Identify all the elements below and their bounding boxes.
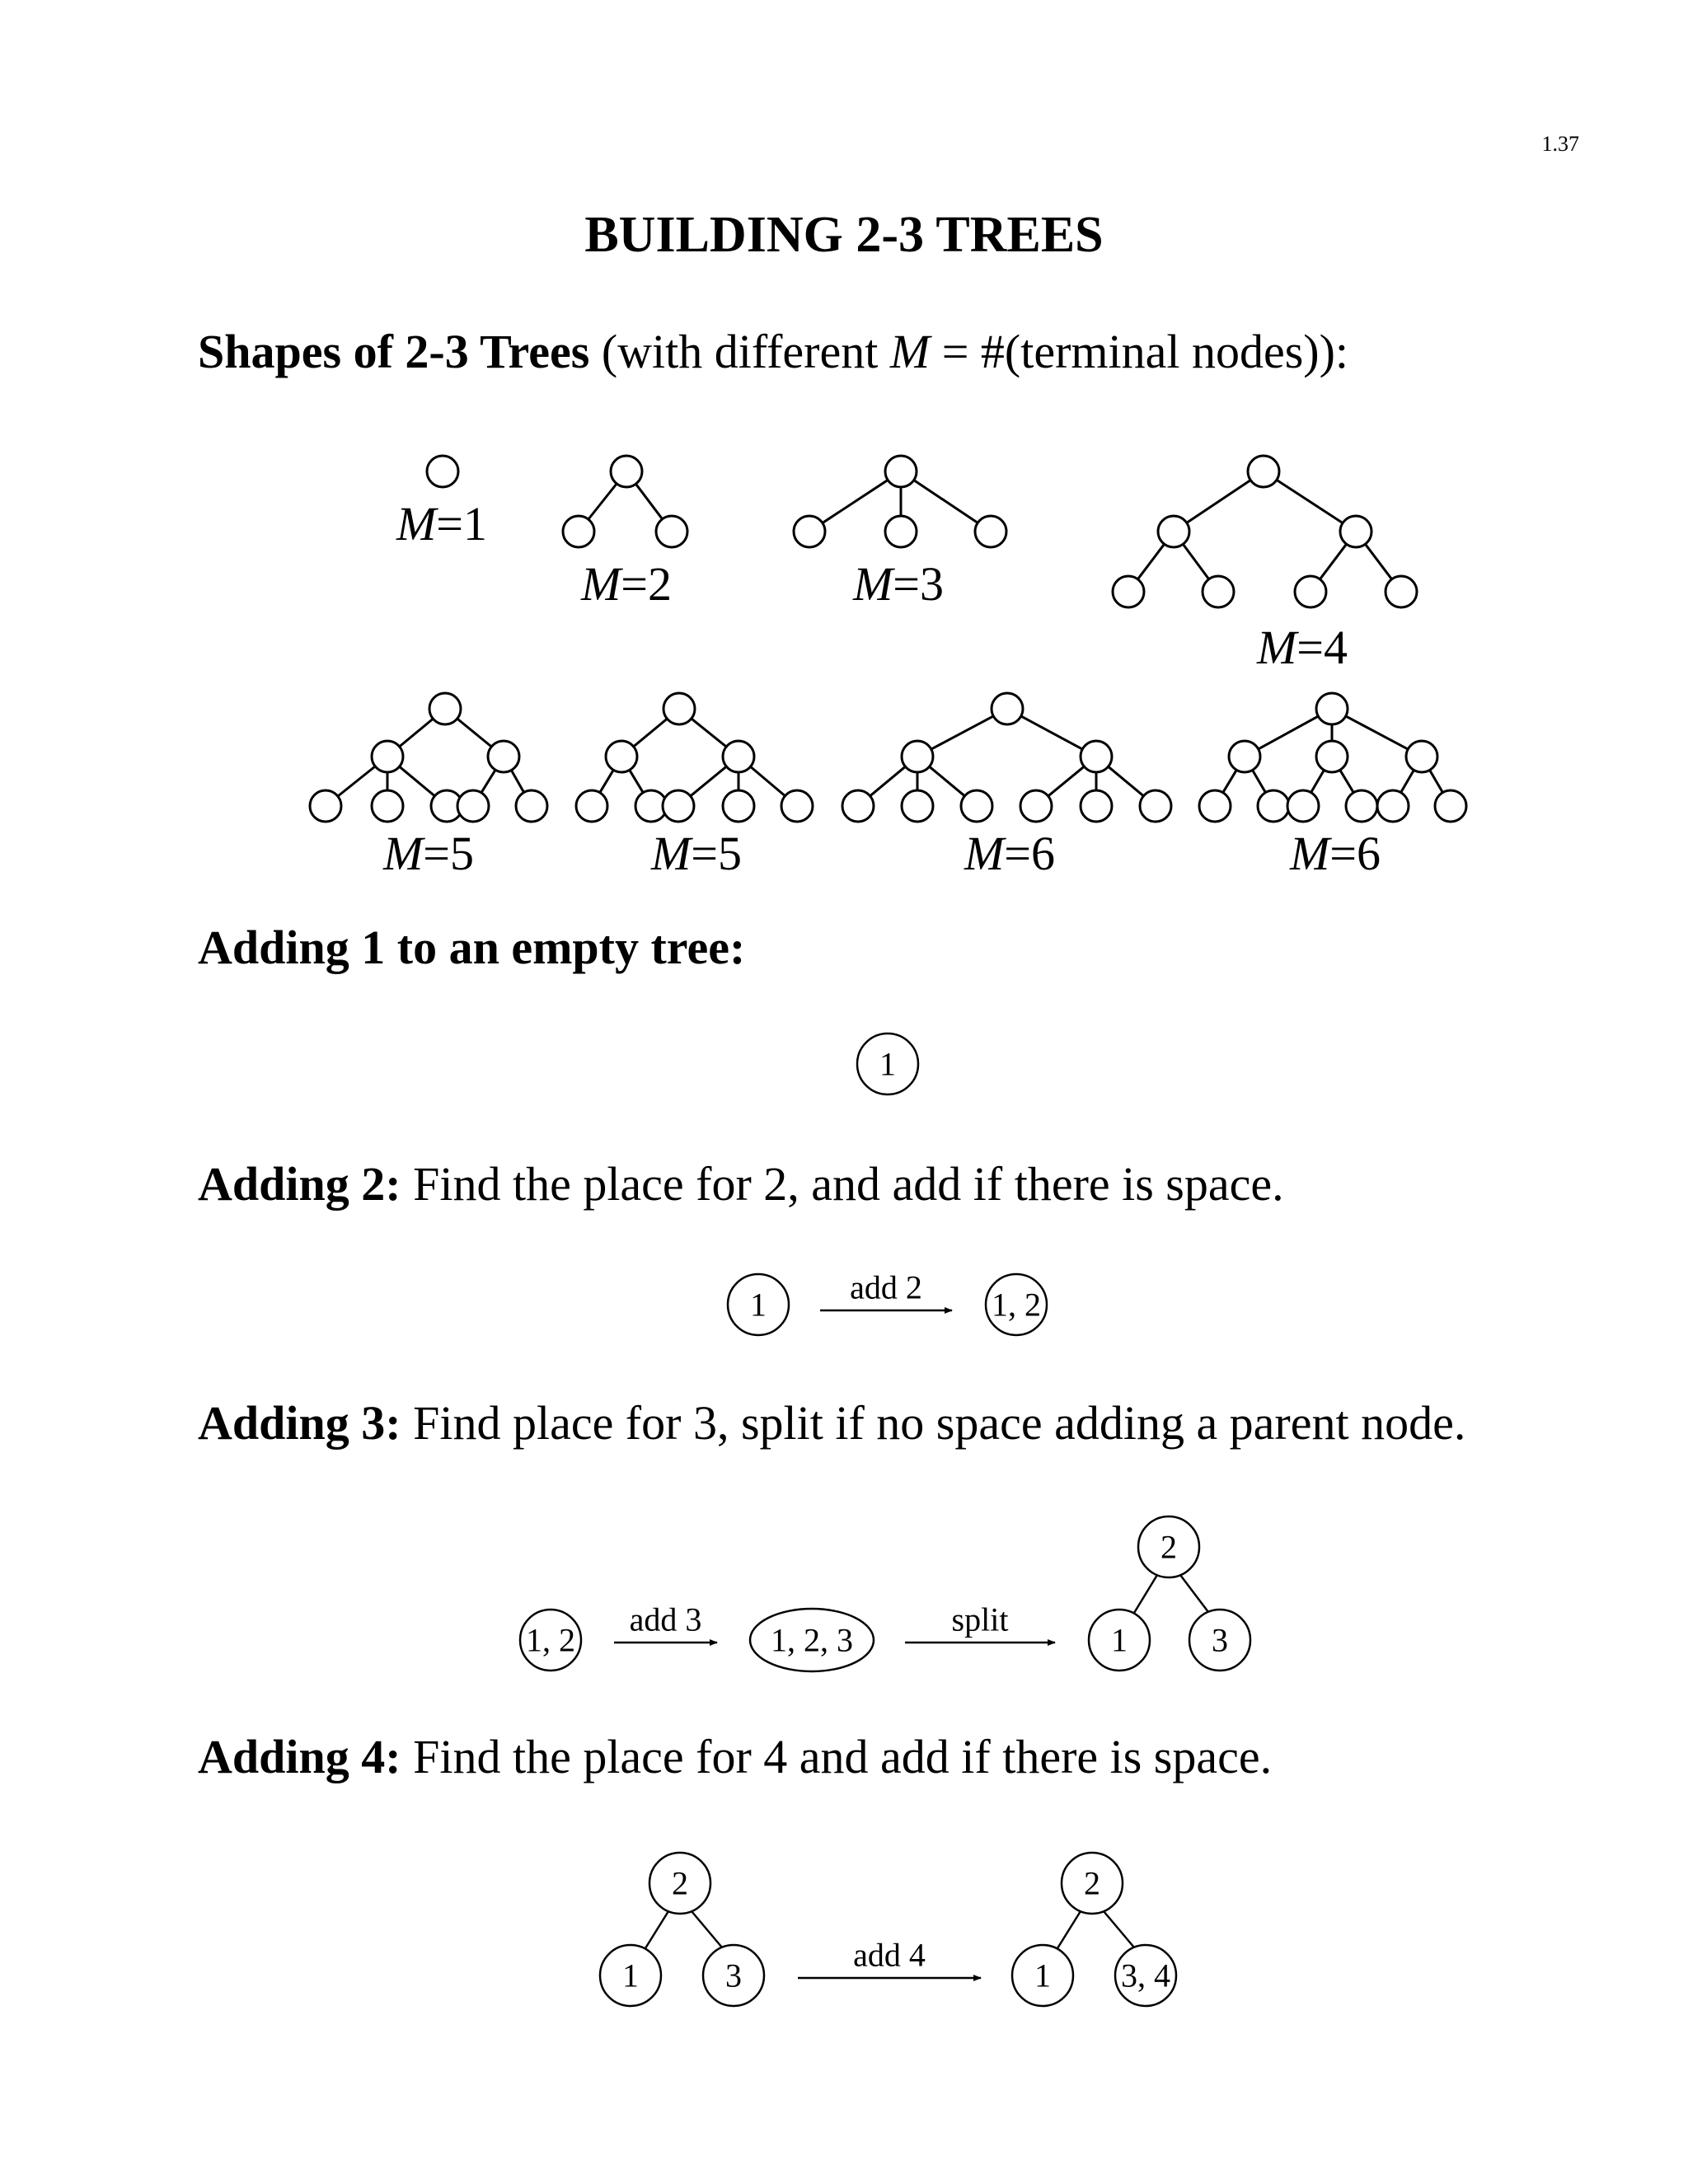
tree-edge	[691, 766, 727, 796]
tree-edge	[600, 770, 613, 792]
tree-node	[794, 516, 825, 547]
shape-tree-5	[310, 693, 547, 822]
tree-edge	[1346, 716, 1408, 749]
tree-node	[1406, 741, 1437, 772]
shape-label	[650, 827, 742, 880]
tree-edge	[1137, 544, 1164, 579]
shape-label-value: =5	[423, 826, 475, 880]
tree-node	[1248, 456, 1279, 487]
tree-edge	[588, 484, 617, 519]
tree-node	[723, 741, 754, 772]
shape-label-value: =6	[1004, 826, 1056, 880]
tree-node	[372, 790, 403, 822]
tree-node	[611, 456, 642, 487]
shape-label	[964, 827, 1055, 880]
tree-edge	[481, 770, 495, 793]
add3-result-right-node-label: 3	[1212, 1621, 1228, 1659]
tree-node	[663, 790, 694, 822]
page-title: BUILDING 2-3 TREES	[584, 207, 1104, 263]
tree-node	[1377, 790, 1409, 822]
tree-node	[663, 693, 695, 724]
tree-edge	[930, 766, 965, 796]
add3-result-root-node-label: 2	[1160, 1528, 1177, 1566]
add1-node-label: 1	[879, 1045, 896, 1083]
tree-node	[1229, 741, 1260, 772]
add4-after-root-node-label: 2	[1084, 1864, 1100, 1902]
tree-node	[1316, 693, 1348, 724]
add4-heading-rest: Find the place for 4 and add if there is space.	[401, 1730, 1273, 1783]
shape-label-var: M	[1289, 826, 1330, 880]
tree-node	[1340, 516, 1372, 547]
tree-edge	[1365, 544, 1391, 579]
add3-heading-rest: Find place for 3, split if no space adding a parent node.	[401, 1396, 1466, 1450]
shape-label-var: M	[964, 826, 1005, 880]
shapes-heading-rest-suffix: = #(terminal nodes)):	[930, 325, 1349, 378]
add2-heading-bold: Adding 2:	[198, 1157, 401, 1211]
shape-label-value: =4	[1296, 620, 1348, 674]
shape-label-var: M	[580, 556, 621, 611]
tree-node	[975, 516, 1006, 547]
tree-node	[427, 456, 458, 487]
add3-result-left-node-label: 1	[1111, 1621, 1128, 1659]
tree-node	[1140, 790, 1171, 822]
add2-heading-rest: Find the place for 2, and add if there is space.	[401, 1157, 1284, 1211]
add4-heading-bold: Adding 4:	[198, 1730, 401, 1783]
add3-arrow-split-label: split	[951, 1601, 1009, 1638]
tree-edge	[630, 770, 643, 792]
tree-edge	[634, 719, 668, 747]
tree-edge	[1223, 770, 1236, 792]
tree-edge	[1311, 770, 1325, 792]
tree-edge	[400, 719, 434, 747]
tree-edge	[338, 766, 375, 796]
tree-edge	[400, 766, 435, 796]
tree-node	[429, 693, 461, 724]
shape-tree-2	[563, 456, 687, 547]
tree-node	[1316, 741, 1348, 772]
tree-node	[1113, 576, 1144, 607]
tree-node	[1203, 576, 1234, 607]
tree-node	[1020, 790, 1052, 822]
shape-label-var: M	[852, 556, 893, 611]
tree-node	[656, 516, 687, 547]
tree-edge	[1048, 766, 1085, 796]
tree-node	[1386, 576, 1417, 607]
add4-after-right-node-label: 3, 4	[1121, 1957, 1170, 1994]
shape-label	[1289, 827, 1381, 880]
tree-node	[372, 741, 403, 772]
tree-edge	[1057, 1911, 1081, 1948]
shape-label-var: M	[650, 826, 692, 880]
shapes-heading-rest-prefix: (with different	[589, 325, 890, 378]
tree-node	[1081, 790, 1112, 822]
tree-node	[902, 741, 933, 772]
tree-node	[563, 516, 594, 547]
add2-arrow-label: add 2	[850, 1268, 922, 1306]
tree-node	[1199, 790, 1231, 822]
tree-node	[310, 790, 341, 822]
tree-edge	[1180, 1575, 1208, 1612]
tree-edge	[751, 766, 785, 795]
tree-node	[488, 741, 519, 772]
shape-label-var: M	[382, 826, 424, 880]
shape-label-value: =2	[621, 556, 673, 611]
tree-node	[992, 693, 1023, 724]
shapes-heading-bold: Shapes of 2-3 Trees	[198, 325, 590, 378]
tree-node	[1158, 516, 1189, 547]
step-labels-group	[526, 1046, 1228, 1994]
shapes-heading-var: M	[889, 325, 931, 378]
add4-before-right-node-label: 3	[725, 1957, 742, 1994]
tree-edge	[1021, 716, 1083, 749]
tree-node	[1258, 790, 1289, 822]
tree-node	[606, 741, 637, 772]
add4-arrow-label: add 4	[853, 1936, 926, 1974]
tree-node	[1346, 790, 1377, 822]
shape-tree-8	[1199, 693, 1466, 822]
shape-label-var: M	[1256, 620, 1297, 674]
tree-node	[576, 790, 607, 822]
shape-label-value: =3	[893, 556, 945, 611]
tree-edge	[635, 484, 662, 519]
tree-edge	[823, 480, 888, 523]
shape-tree-6	[576, 693, 813, 822]
tree-edge	[1430, 770, 1443, 792]
shape-label-var: M	[396, 496, 437, 551]
tree-edge	[1320, 544, 1346, 579]
tree-node	[1435, 790, 1466, 822]
tree-edge	[1340, 770, 1353, 792]
tree-edge	[1277, 480, 1343, 523]
tree-edge	[692, 1911, 722, 1947]
tree-edge	[914, 480, 978, 523]
shape-label	[1256, 621, 1348, 674]
tree-node	[902, 790, 933, 822]
tree-node	[457, 790, 489, 822]
shape-tree-1	[427, 456, 458, 487]
add3-heading-bold: Adding 3:	[198, 1396, 401, 1450]
tree-node	[1287, 790, 1319, 822]
shape-tree-3	[794, 456, 1006, 547]
tree-edge	[1187, 480, 1250, 523]
shape-label-value: =6	[1329, 826, 1381, 880]
add1-heading-bold: Adding 1 to an empty tree:	[198, 921, 746, 974]
shape-label	[382, 827, 474, 880]
tree-edge	[1134, 1575, 1157, 1613]
add2-after-node-label: 1, 2	[992, 1286, 1041, 1324]
tree-edge	[1401, 770, 1414, 792]
add3-middle-node-label: 1, 2, 3	[771, 1621, 853, 1659]
page-number: 1.37	[1541, 132, 1579, 156]
tree-edge	[511, 771, 523, 793]
tree-node	[516, 790, 547, 822]
shape-label	[396, 497, 487, 551]
tree-node	[781, 790, 813, 822]
tree-node	[723, 790, 754, 822]
tree-edge	[692, 719, 726, 747]
shape-label	[580, 557, 672, 611]
shape-label-value: =5	[691, 826, 743, 880]
add3-start-node-label: 1, 2	[526, 1621, 575, 1659]
tree-node	[1081, 741, 1112, 772]
shape-label-value: =1	[436, 496, 488, 551]
tree-edge	[645, 1911, 668, 1948]
add2-before-node-label: 1	[750, 1286, 767, 1324]
tree-edge	[931, 716, 993, 749]
add4-before-left-node-label: 1	[622, 1957, 639, 1994]
tree-edge	[870, 766, 906, 796]
tree-node	[885, 456, 917, 487]
shape-tree-4	[1113, 456, 1417, 607]
add4-before-root-node-label: 2	[672, 1864, 688, 1902]
tree-edge	[1183, 544, 1208, 579]
tree-node	[842, 790, 874, 822]
tree-edge	[1109, 766, 1144, 796]
tree-edge	[1259, 716, 1319, 749]
shape-tree-7	[842, 693, 1171, 822]
step-diagrams-group	[520, 1033, 1250, 2006]
shape-label	[852, 557, 944, 611]
tree-node	[961, 790, 992, 822]
tree-edge	[1104, 1911, 1134, 1947]
tree-edge	[1253, 770, 1266, 792]
add4-after-left-node-label: 1	[1034, 1957, 1051, 1994]
tree-node	[1295, 576, 1326, 607]
tree-node	[885, 516, 917, 547]
add3-arrow-add-label: add 3	[629, 1601, 702, 1638]
tree-edge	[457, 719, 492, 747]
